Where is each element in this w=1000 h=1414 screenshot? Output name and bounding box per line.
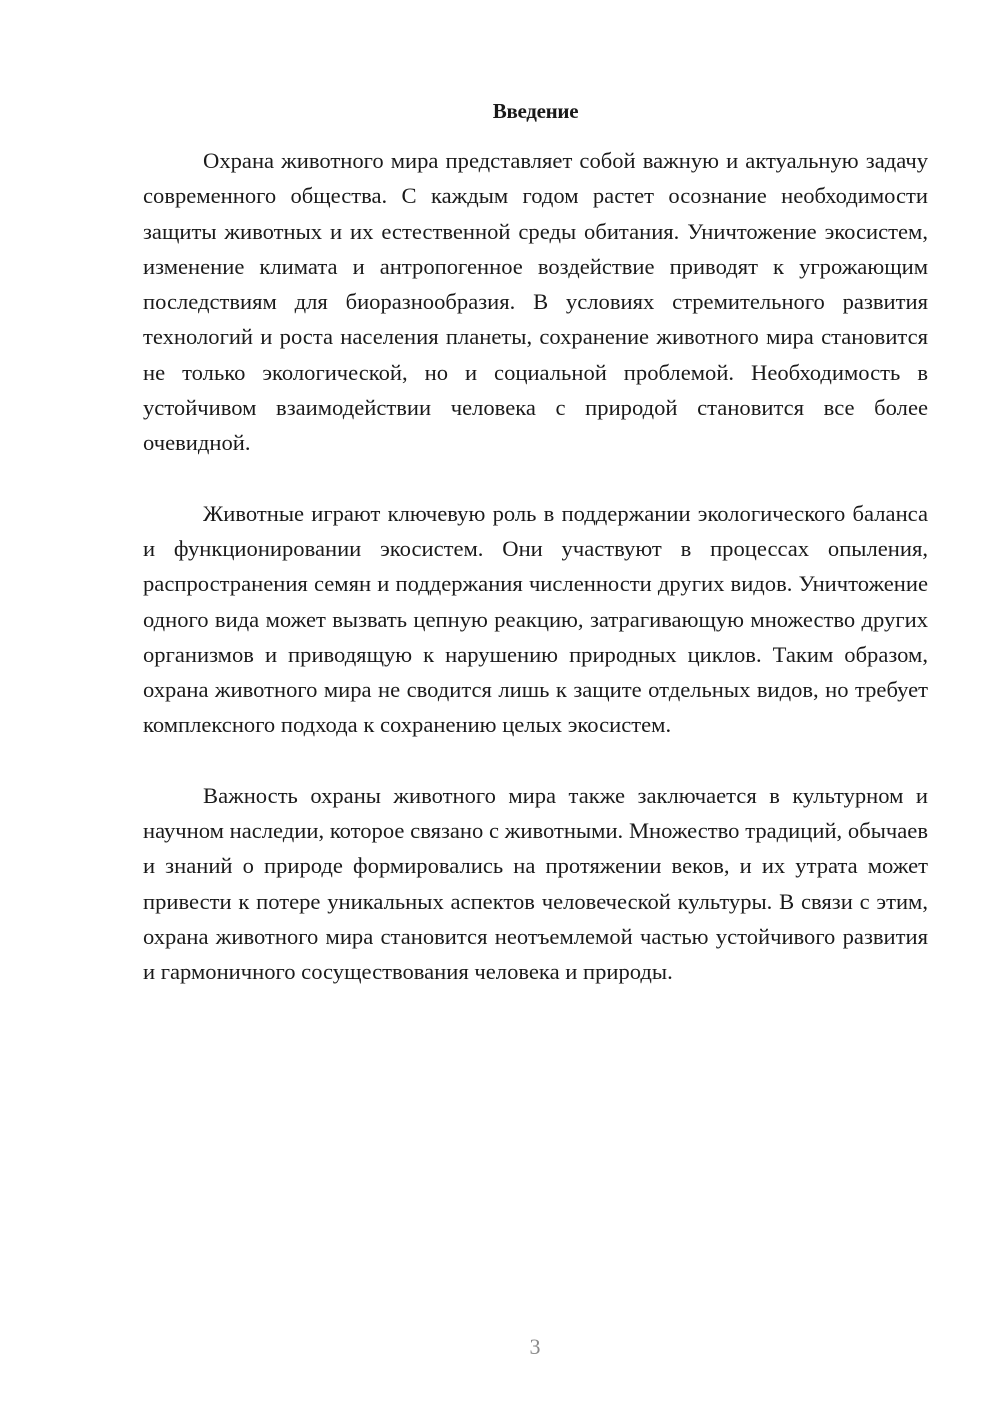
paragraph-2: Животные играют ключевую роль в поддержании экологического баланса и функционировании экосистем. Они участвуют в процессах опыления, распространения семян и поддержания численности других видов. Уничтожение одного вида может вызвать цепную реакцию, затрагивающую множество других организмов и приводящую к нарушению природных циклов. Таким образом, охрана животного мира не сводится лишь к защите отдельных видов, но требует комплексного подхода к сохранению целых экосистем. [143,500,928,738]
paragraph-1: Охрана животного мира представляет собой важную и актуальную задачу современного общества. С каждым годом растет осознание необходимости защиты животных и их естественной среды обитания. Уничтожение экосистем, изменение климата и антропогенное воздействие приводят к угрожающим последствиям для биоразнообразия. В условиях стремительного развития технологий и роста населения планеты, сохранение животного мира становится не только экологической, но и социальной проблемой. Необходимость в устойчивом взаимодействии человека с природой становится все более очевидной. [143,148,928,456]
section-title: Введение [492,99,579,123]
paragraph-3: Важность охраны животного мира также заключается в культурном и научном наследии, которое связано с животными. Множество традиций, обычаев и знаний о природе формировались на протяжении веков, и их утрата может привести к потере уникальных аспектов человеческой культуры. В связи с этим, охрана животного мира становится неотъемлемой частью устойчивого развития и гармоничного сосуществования человека и природы. [143,782,928,985]
page-content [143,96,928,990]
page-number: 3 [529,1334,541,1359]
